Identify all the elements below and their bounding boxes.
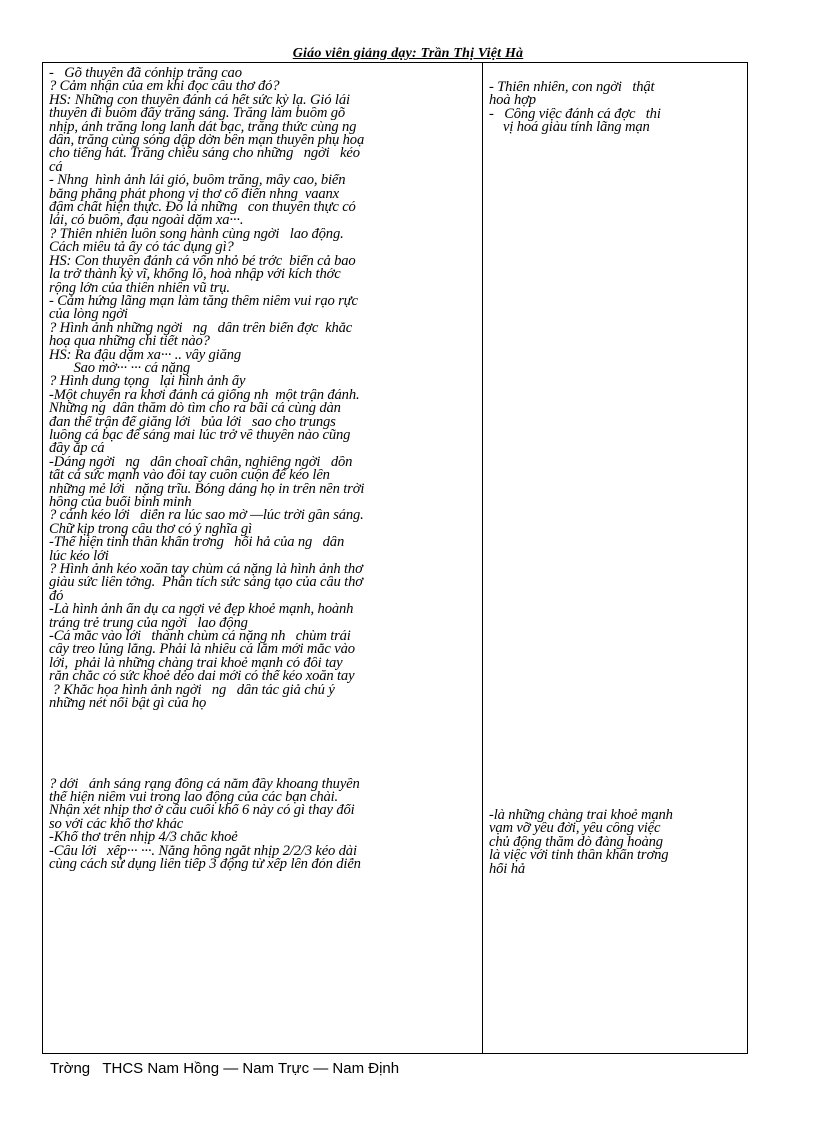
left-column — [49, 67, 477, 1051]
text-line: HS: Con thuyền đánh cá vốn nhỏ bé trớc biển cả bao — [49, 254, 356, 269]
text-line: lái, có buồm, đạu ngoài dặm xa···. — [49, 214, 244, 228]
text-line: đậm chất hiện thực. Đó là những con thuyền thực có — [49, 201, 356, 215]
text-line: ? Hình ảnh những ngời ng dân trên biển đợc khắc — [49, 321, 353, 336]
text-line: chủ động thăm dò đàng hoàng — [489, 835, 663, 850]
text-line: ? Khắc họa hình ảnh ngời ng dân tác giả chú ý — [49, 683, 335, 698]
text-line: -Câu lới xếp··· ···. Nắng hồng ngắt nhịp 2/2/3 kéo dài — [49, 844, 357, 858]
text-line: ? Hình dung tọng lại hình ảnh ấy — [49, 375, 246, 389]
text-line: cùng cách sử dụng liên tiếp 3 động từ xếp lên đón diễn — [49, 857, 361, 872]
text-line: cá — [49, 160, 63, 175]
text-line: ? Thiên nhiên luôn song hành cùng ngời lao động. — [49, 227, 344, 242]
text-line: Nhận xét nhịp thơ ở câu cuối khổ 6 này có gì thay đổi — [49, 804, 355, 818]
text-line: Chữ kịp trong câu thơ có ý nghĩa gì — [49, 522, 252, 537]
right-note-top — [489, 81, 743, 135]
text-line: ? Cảm nhận của em khi đọc câu thơ đó? — [49, 80, 280, 94]
text-line: cho tiếng hát. Trăng chiếu sáng cho những ngời kéo — [49, 147, 360, 161]
text-line: - Công việc đánh cá đợc thi — [489, 107, 661, 122]
text-line: hoạ qua những chi tiết nào? — [49, 335, 210, 349]
text-line: của lòng ngời — [49, 308, 128, 322]
text-line — [49, 764, 477, 777]
text-line: hối hả — [489, 862, 525, 877]
text-line: thể hiện niềm vui trong lao động của các bạn chài. — [49, 790, 339, 805]
text-line: lới, phải là những chàng trai khoẻ mạnh có đôi tay — [49, 656, 343, 671]
text-line — [49, 751, 477, 764]
text-line: vạm vỡ yêu đời, yêu công việc — [489, 822, 661, 836]
right-column — [489, 81, 743, 1051]
text-line: -Thể hiện tinh thần khẩn trơng hối hả của ng dân — [49, 536, 345, 550]
text-line: - Thiên nhiên, con ngời thật — [489, 81, 655, 95]
text-line: -Cá mắc vào lới thành chùm cá nặng nh chùm trái — [49, 630, 351, 644]
text-line: - Cảm hứng lãng mạn làm tăng thêm niềm vui rạo rực — [49, 294, 358, 309]
text-line: luồng cá bạc để sáng mai lúc trở về thuyền nào cũng — [49, 428, 351, 443]
text-line: nhịp, ánh trăng long lanh dát bạc, trăng thức cùng ng — [49, 120, 357, 135]
text-line: Sao mờ··· ··· cá nặng — [49, 361, 191, 376]
text-line: bằng phẳng phát phong vị thơ cổ điển nhng vaanx — [49, 187, 339, 202]
text-line — [49, 737, 477, 750]
lesson-table — [42, 62, 748, 1054]
text-line: HS: Ra đậu dặm xa··· .. vây giăng — [49, 348, 242, 362]
text-line: đan thế trận để giăng lới bủa lới sao cho trungs — [49, 415, 336, 429]
text-line: la trở thành kỳ vĩ, khổng lồ, hoà nhập với kích thớc — [49, 268, 341, 282]
text-line: so với các khổ thơ khác — [49, 817, 184, 832]
text-line: - Nhng hình ảnh lái gió, buồm trăng, mây cao, biển — [49, 174, 346, 188]
text-line: -Là hình ảnh ẩn dụ ca ngợi vẻ đẹp khoẻ mạnh, hoành — [49, 603, 354, 617]
text-line: Những ng dân thăm dò tìm cho ra bãi cá cùng dàn — [49, 402, 341, 416]
text-line: dân, trăng cùng sóng dập dờn bên mạn thuyền phụ hoạ — [49, 134, 365, 148]
text-line: rắn chắc có sức khoẻ dẻo dai mới có thể kéo xoăn tay — [49, 670, 355, 684]
text-line: ? dới ánh sáng rạng đông cá nằm đầy khoang thuyền — [49, 777, 360, 791]
text-line: ? Hình ảnh kéo xoăn tay chùm cá nặng là hình ảnh thơ — [49, 563, 363, 577]
text-line: HS: Những con thuyền đánh cá hết sức kỳ lạ. Gió lái — [49, 93, 350, 108]
text-line: lúc kéo lới — [49, 549, 109, 564]
text-line: thuyền đi buồm đẩy trăng sáng. Trăng làm buồm gõ — [49, 107, 346, 121]
text-line: hoà hợp — [489, 94, 536, 108]
text-line: -Khổ thơ trên nhịp 4/3 chắc khoẻ — [49, 831, 238, 845]
text-line: -Một chuyến ra khơi đánh cá giống nh một trận đánh. — [49, 388, 360, 403]
text-line: giàu sức liên tởng. Phân tích sức sáng tạo của câu thơ — [49, 576, 363, 590]
text-line: hồng của buổi bình minh — [49, 496, 192, 510]
text-line: rộng lớn của thiên nhiên vũ trụ. — [49, 281, 230, 295]
text-line: những mẻ lới nặng trĩu. Bóng dáng họ in trên nền trời — [49, 482, 365, 496]
text-line: tráng trẻ trung của ngời lao động — [49, 616, 248, 631]
text-line — [49, 724, 477, 737]
text-line: cây treo lủng lẳng. Phải là nhiều cá lắm mới mắc vào — [49, 643, 355, 657]
page-footer: Trờng THCS Nam Hồng — Nam Trực — Nam Định — [50, 1060, 400, 1077]
text-line: vị hoá giàu tính lãng mạn — [489, 121, 650, 135]
text-line: đầy ắp cá — [49, 442, 105, 456]
text-line — [49, 711, 477, 724]
page-header: Giáo viên giảng dạy: Trần Thị Việt Hà — [292, 46, 524, 61]
text-line: đó — [49, 589, 64, 604]
right-note-bottom — [489, 809, 743, 876]
text-line: -Dáng ngời ng dân choaĩ chân, nghiêng ngời dồn — [49, 455, 353, 470]
text-line: ? cảnh kéo lới diễn ra lúc sao mờ —lúc trời gần sáng. — [49, 509, 364, 523]
text-line: - Gõ thuyền đã cónhịp trăng cao — [49, 67, 242, 81]
text-line: Cách miêu tả ấy có tác dụng gì? — [49, 241, 234, 255]
text-line: những nét nổi bật gì của họ — [49, 697, 207, 711]
text-line: là việc với tinh thần khẩn trơng — [489, 849, 669, 863]
column-divider — [482, 63, 483, 1053]
text-line: tất cả sức mạnh vào đôi tay cuồn cuộn để kéo lên — [49, 469, 330, 483]
left-column-text — [49, 67, 477, 871]
text-line: -là những chàng trai khoẻ mạnh — [489, 809, 673, 823]
